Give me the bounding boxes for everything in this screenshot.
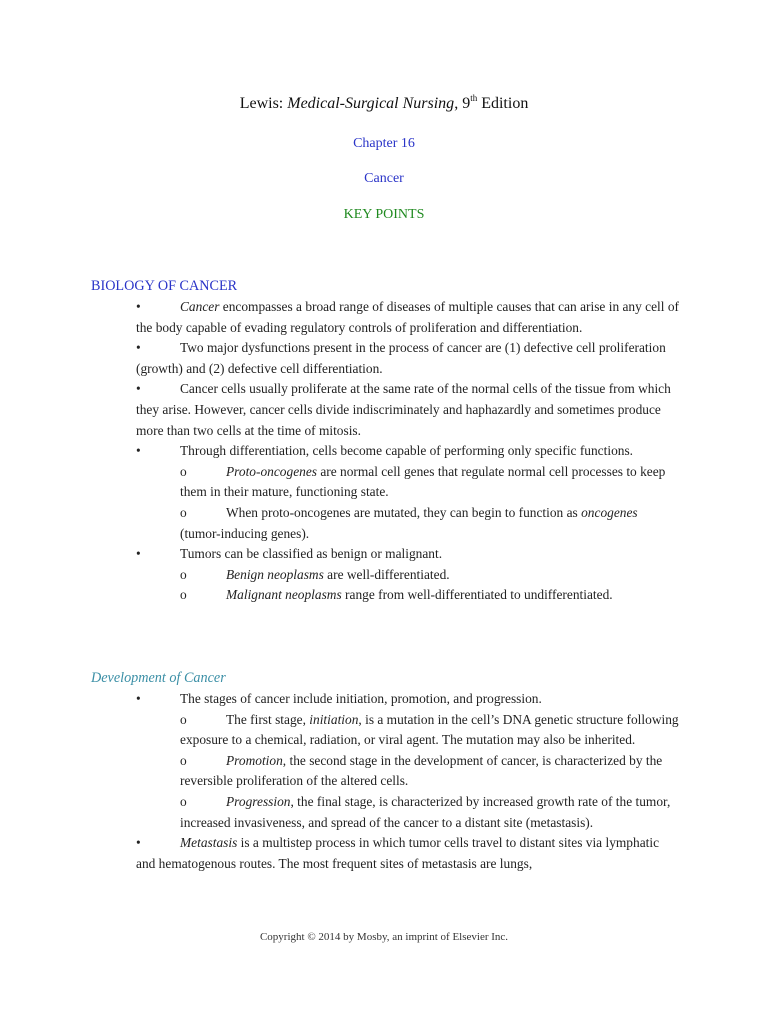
bullet: • (136, 340, 141, 356)
sub-list-item: o Promotion, the second stage in the development of cancer, is characterized by the reversible proliferation of the altered cells. (180, 752, 663, 789)
bullet: • (136, 443, 141, 459)
list-item: • Cancer cells usually proliferate at the same rate of the normal cells of the tissue from which they arise. However, cancer cells divide indiscriminately and haphazardly and sometimes produce more than two cells at the time of mitosis. (136, 381, 671, 438)
sub-bullet: o (180, 504, 187, 520)
list-item: • Two major dysfunctions present in the process of cancer are (1) defective cell proliferation (growth) and (2) defective cell differentiation. (136, 340, 666, 376)
list-item: • The stages of cancer include initiation, promotion, and progression. (136, 689, 681, 710)
list-item: • Cancer encompasses a broad range of diseases of multiple causes that can arise in any cell of the body capable of evading regulatory controls of proliferation and differentiation. (136, 299, 679, 335)
bullet: • (136, 381, 141, 397)
bullet: • (136, 546, 141, 562)
key-points-heading: KEY POINTS (343, 207, 425, 222)
sub-bullet: o (180, 752, 187, 768)
sub-bullet: o (180, 587, 187, 603)
section-heading-development: Development of Cancer (91, 670, 226, 686)
bullet: • (136, 299, 141, 314)
sub-list-item: o The first stage, initiation, is a mutation in the cell’s DNA genetic structure following exposure to a chemical, radiation, or viral agent. The mutation may also be inherited. (180, 711, 679, 748)
copyright-footer: Copyright © 2014 by Mosby, an imprint of Elsevier Inc. (259, 931, 509, 943)
sub-list-item: o Malignant neoplasms range from well-differentiated to undifferentiated. (136, 585, 681, 606)
sub-bullet: o (180, 463, 187, 479)
list-item: • Tumors can be classified as benign or malignant. (136, 544, 681, 565)
document-title: Lewis: Medical-Surgical Nursing, 9th Edition (239, 93, 529, 112)
chapter-heading: Chapter 16 (353, 136, 415, 151)
sub-list-item: o Proto-oncogenes are normal cell genes that regulate normal cell processes to keep them in their mature, functioning state. (180, 463, 666, 500)
section-development-list (136, 689, 681, 874)
sub-list-item: o Progression, the final stage, is characterized by increased growth rate of the tumor, increased invasiveness, and spread of the cancer to a distant site (metastasis). (180, 793, 671, 830)
sub-bullet: o (180, 793, 187, 809)
bullet: • (136, 691, 141, 706)
section-biology-list (136, 297, 681, 606)
sub-list-item: o When proto-oncogenes are mutated, they can begin to function as oncogenes (tumor-inducing genes). (180, 504, 638, 541)
list-item: • Metastasis is a multistep process in which tumor cells travel to distant sites via lymphatic and hematogenous routes. The most frequent sites of metastasis are lungs, (136, 835, 660, 871)
sub-list-item: o Benign neoplasms are well-differentiated. (136, 565, 681, 586)
topic-heading: Cancer (364, 171, 404, 186)
sub-bullet: o (180, 711, 187, 727)
sub-bullet: o (180, 566, 187, 582)
bullet: • (136, 835, 141, 851)
section-heading-biology: BIOLOGY OF CANCER (91, 278, 238, 294)
list-item: • Through differentiation, cells become capable of performing only specific functions. (136, 441, 681, 462)
